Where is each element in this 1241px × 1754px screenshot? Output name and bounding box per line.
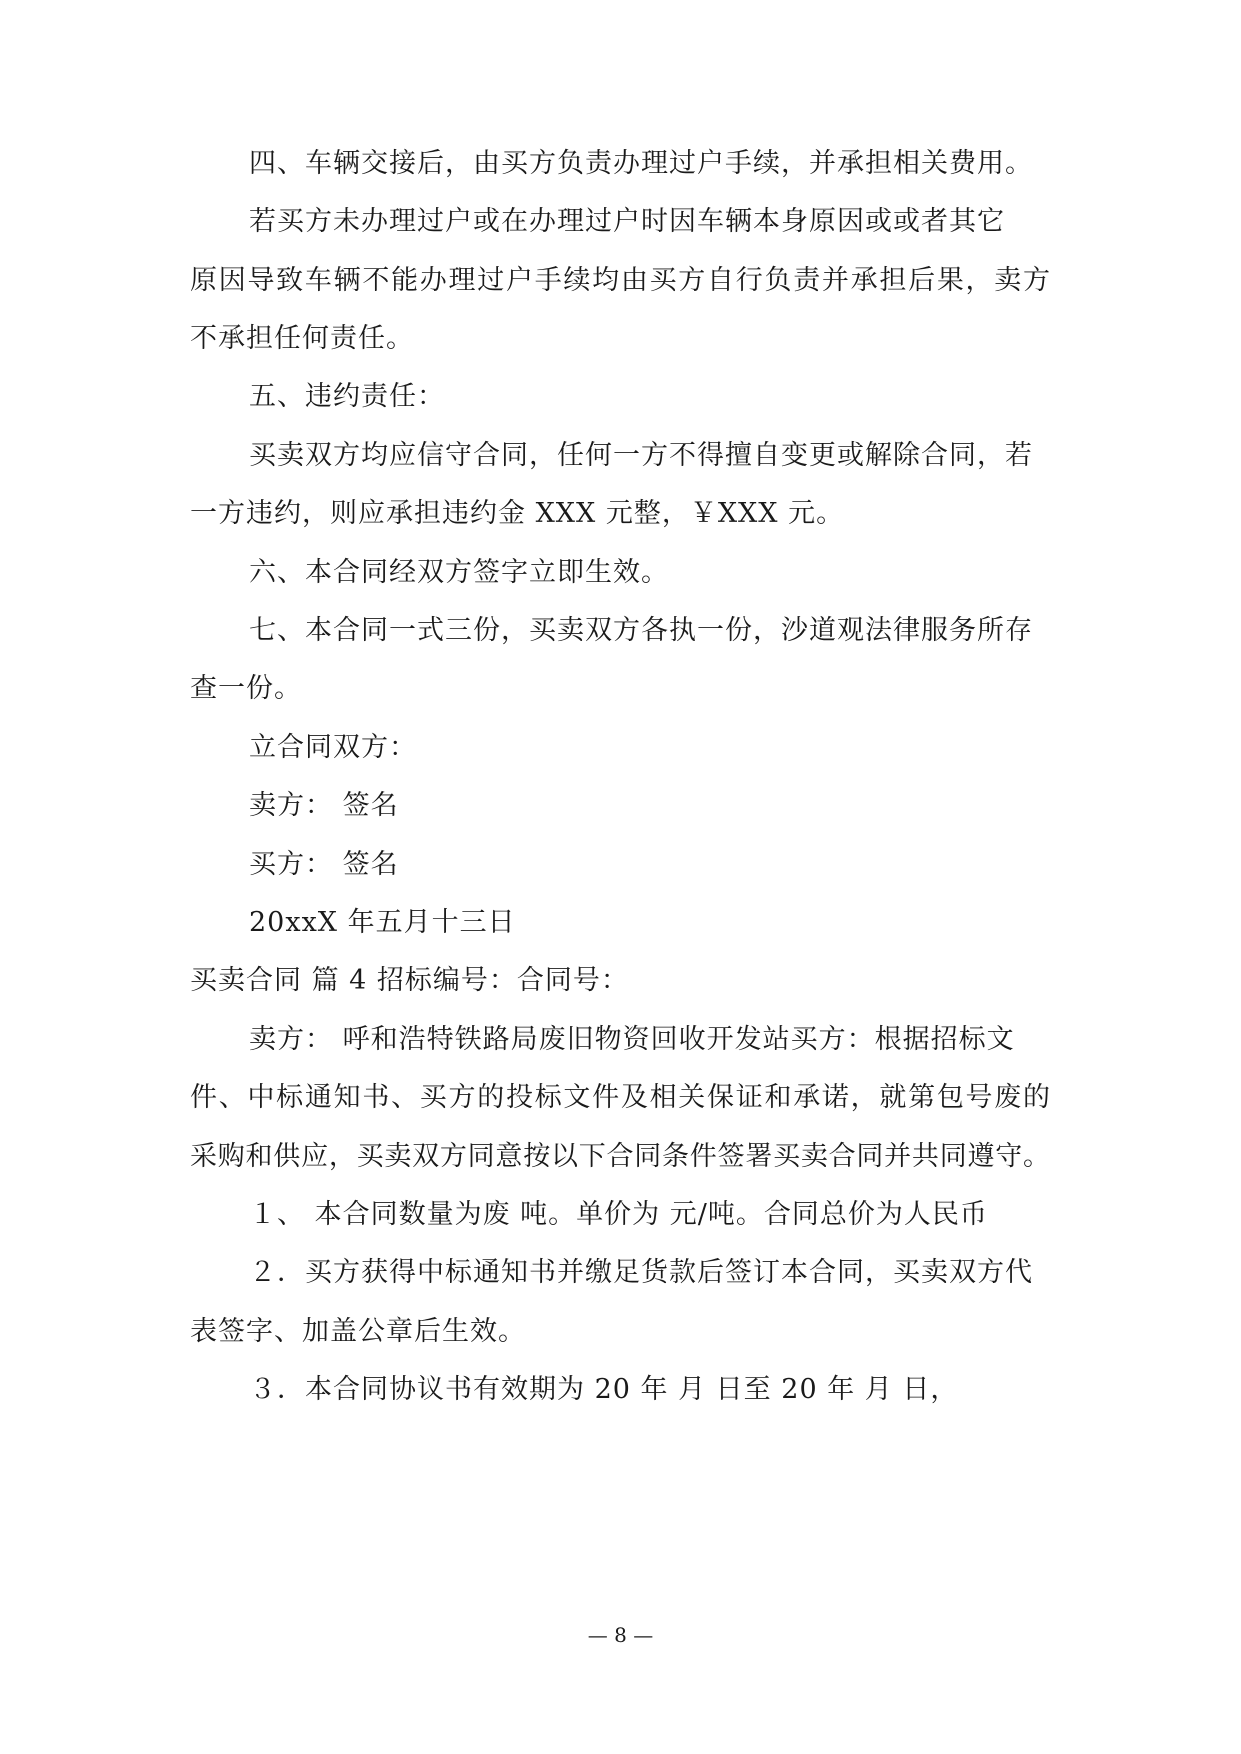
contract-title-line: 买卖合同 篇 4 招标编号：合同号：: [190, 965, 629, 996]
paragraph-line: 六、本合同经双方签字立即生效。: [249, 557, 669, 588]
section-heading: 五、违约责任：: [249, 381, 445, 412]
clause-line: ３．本合同协议书有效期为 20 年 月 日至 20 年 月 日，: [249, 1374, 959, 1405]
paragraph-line: 件、中标通知书、买方的投标文件及相关保证和承诺，就第包号废的: [190, 1082, 1050, 1113]
parties-heading: 立合同双方：: [249, 732, 417, 763]
clause-line: ２．买方获得中标通知书并缴足货款后签订本合同，买卖双方代: [249, 1257, 1033, 1288]
paragraph-line: 若买方未办理过户或在办理过户时因车辆本身原因或或者其它: [249, 206, 1005, 237]
paragraph-line: 查一份。: [190, 673, 302, 704]
date-line: 20xxX 年五月十三日: [249, 907, 516, 938]
clause-line: １、 本合同数量为废 吨。单价为 元/吨。合同总价为人民币: [249, 1199, 988, 1230]
buyer-signature-line: 买方： 签名: [249, 849, 399, 880]
paragraph-line: 原因导致车辆不能办理过户手续均由买方自行负责并承担后果，卖方: [190, 265, 1050, 296]
paragraph-line: 七、本合同一式三份，买卖双方各执一份，沙道观法律服务所存: [249, 615, 1033, 646]
paragraph-line: 一方违约，则应承担违约金 XXX 元整，￥XXX 元。: [190, 498, 845, 529]
paragraph-line: 采购和供应，买卖双方同意按以下合同条件签署买卖合同并共同遵守。: [190, 1141, 1050, 1172]
paragraph-line: 卖方： 呼和浩特铁路局废旧物资回收开发站买方：根据招标文: [249, 1024, 1015, 1055]
seller-signature-line: 卖方： 签名: [249, 790, 399, 821]
paragraph-line: 买卖双方均应信守合同，任何一方不得擅自变更或解除合同，若: [249, 440, 1033, 471]
paragraph-line: 四、车辆交接后，由买方负责办理过户手续，并承担相关费用。: [249, 148, 1033, 179]
paragraph-line: 表签字、加盖公章后生效。: [190, 1316, 526, 1347]
page-number: — 8 —: [587, 1623, 654, 1647]
paragraph-line: 不承担任何责任。: [190, 323, 414, 354]
